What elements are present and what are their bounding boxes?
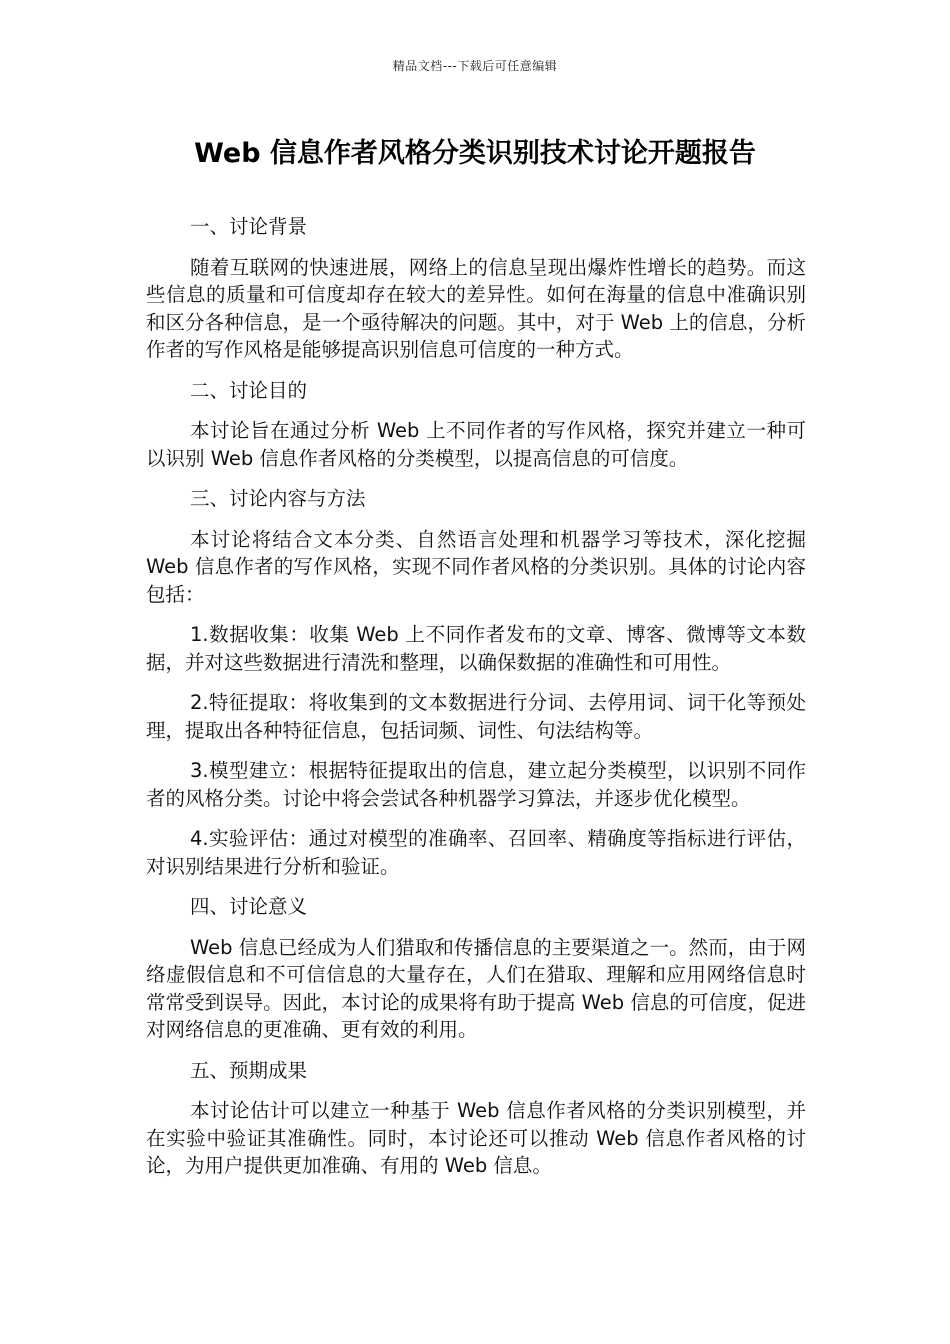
paragraph: 随着互联网的快速进展，网络上的信息呈现出爆炸性增长的趋势。而这些信息的质量和可信度却存在较大的差异性。如何在海量的信息中准确识别和区分各种信息，是一个亟待解决的问题。其中，对于 Web 上的信息，分析作者的写作风格是能够提高识别信息可信度的一种方式。	[146, 255, 806, 361]
section-heading: 一、讨论背景	[190, 215, 308, 238]
list-item: 4.实验评估：通过对模型的准确率、召回率、精确度等指标进行评估，对识别结果进行分析和验证。	[146, 827, 806, 878]
section-heading: 二、讨论目的	[190, 378, 308, 402]
document-body	[146, 213, 806, 1193]
section-heading: 五、预期成果	[190, 1058, 308, 1082]
section-background	[146, 213, 806, 364]
list-item: 1.数据收集：收集 Web 上不同作者发布的文章、博客、微博等文本数据，并对这些数据进行清洗和整理，以确保数据的准确性和可用性。	[146, 623, 806, 674]
paragraph: 本讨论将结合文本分类、自然语言处理和机器学习等技术，深化挖掘 Web 信息作者的写作风格，实现不同作者风格的分类识别。具体的讨论内容包括：	[146, 527, 806, 606]
section-heading: 四、讨论意义	[190, 895, 308, 918]
section-heading: 三、讨论内容与方法	[190, 487, 366, 510]
section-significance	[146, 893, 806, 1044]
list-item: 3.模型建立：根据特征提取出的信息，建立起分类模型，以识别不同作者的风格分类。讨论中将会尝试各种机器学习算法，并逐步优化模型。	[146, 759, 806, 810]
list-item: 2.特征提取：将收集到的文本数据进行分词、去停用词、词干化等预处理，提取出各种特征信息，包括词频、词性、句法结构等。	[146, 691, 806, 742]
section-methods	[146, 485, 806, 880]
paragraph: 本讨论估计可以建立一种基于 Web 信息作者风格的分类识别模型，并在实验中验证其准确性。同时，本讨论还可以推动 Web 信息作者风格的讨论，为用户提供更加准确、有用的 Web 信息。	[146, 1099, 806, 1177]
section-outcomes	[146, 1057, 806, 1180]
header-note: 精品文档---下载后可任意编辑	[392, 59, 558, 73]
document-title: Web 信息作者风格分类识别技术讨论开题报告	[194, 138, 756, 169]
paragraph: 本讨论旨在通过分析 Web 上不同作者的写作风格，探究并建立一种可以识别 Web 信息作者风格的分类模型，以提高信息的可信度。	[146, 419, 806, 470]
section-purpose	[146, 377, 806, 473]
paragraph: Web 信息已经成为人们猎取和传播信息的主要渠道之一。然而，由于网络虚假信息和不可信信息的大量存在，人们在猎取、理解和应用网络信息时常常受到误导。因此，本讨论的成果将有助于提高 Web 信息的可信度，促进对网络信息的更准确、更有效的利用。	[146, 935, 806, 1041]
